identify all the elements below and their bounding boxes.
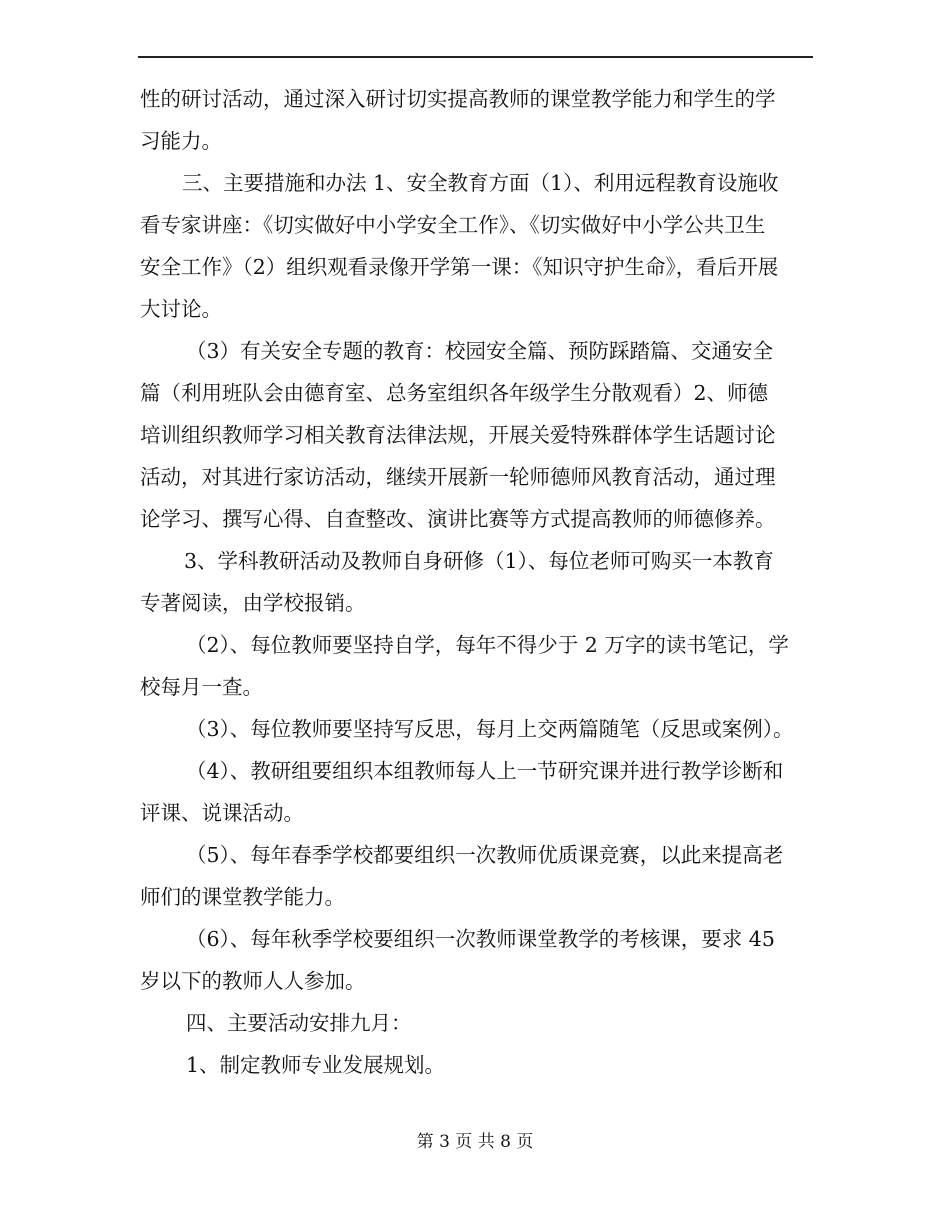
text-line: 安全工作》（2）组织观看录像开学第一课：《知识守护生命》，看后开展 (140, 255, 779, 279)
text-line: （3）有关安全专题的教育：校园安全篇、预防踩踏篇、交通安全 (186, 339, 774, 363)
text-line: 四、主要活动安排九月： (186, 1011, 412, 1035)
text-line: （4）、教研组要组织本组教师每人上一节研究课并进行教学诊断和 (186, 759, 784, 783)
text-line: 大讨论。 (140, 297, 222, 321)
text-line: 论学习、撰写心得、自查整改、演讲比赛等方式提高教师的师德修养。 (140, 507, 776, 531)
text-line: 篇（利用班队会由德育室、总务室组织各年级学生分散观看）2、师德 (140, 381, 769, 405)
text-line: 3、学科教研活动及教师自身研修（1）、每位老师可购买一本教育 (184, 549, 774, 573)
text-line: 培训组织教师学习相关教育法律法规，开展关爱特殊群体学生话题讨论 (140, 423, 776, 447)
header-rule (138, 56, 813, 58)
text-line: 习能力。 (140, 129, 222, 153)
page-number-footer: 第 3 页 共 8 页 (416, 1132, 534, 1152)
text-line: 评课、说课活动。 (140, 801, 304, 825)
text-line: 看专家讲座：《切实做好中小学安全工作》、《切实做好中小学公共卫生 (140, 213, 766, 237)
text-line: 岁以下的教师人人参加。 (140, 969, 366, 993)
text-line: （5）、每年春季学校都要组织一次教师优质课竞赛，以此来提高老 (186, 843, 784, 867)
text-line: 性的研讨活动，通过深入研讨切实提高教师的课堂教学能力和学生的学 (140, 87, 776, 111)
text-line: （3）、每位教师要坚持写反思，每月上交两篇随笔（反思或案例）。 (186, 717, 794, 741)
text-line: 1、制定教师专业发展规划。 (186, 1053, 446, 1077)
text-line: （6）、每年秋季学校要组织一次教师课堂教学的考核课，要求 45 (186, 927, 775, 951)
text-line: （2）、每位教师要坚持自学，每年不得少于 2 万字的读书笔记，学 (186, 633, 789, 657)
text-line: 校每月一查。 (140, 675, 263, 699)
text-line: 专著阅读，由学校报销。 (140, 591, 366, 615)
text-line: 三、主要措施和办法 1、安全教育方面（1）、利用远程教育设施收 (182, 171, 779, 195)
text-line: 师们的课堂教学能力。 (140, 885, 345, 909)
text-line: 活动，对其进行家访活动，继续开展新一轮师德师风教育活动，通过理 (140, 465, 776, 489)
